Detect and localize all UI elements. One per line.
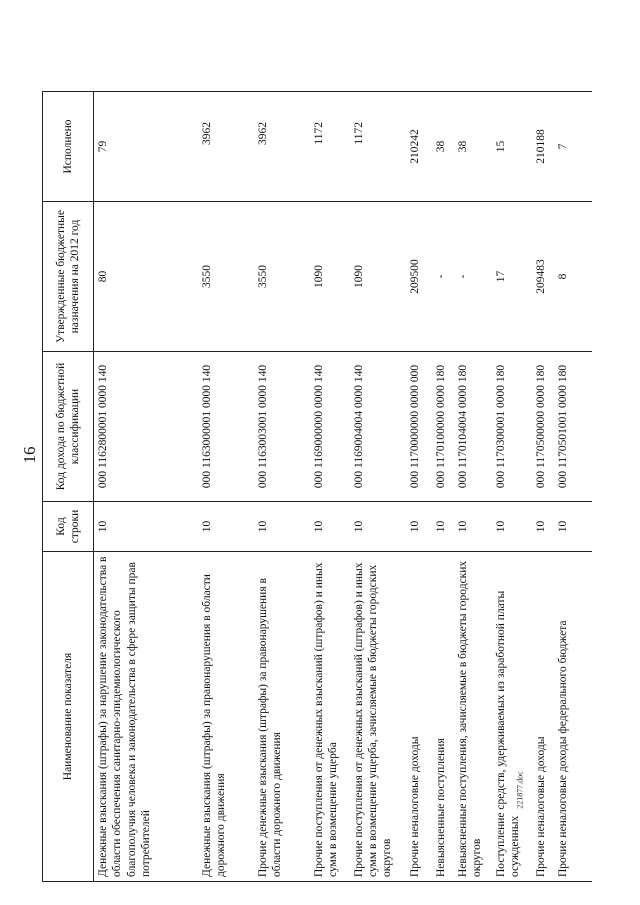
- row-approved: 80: [94, 202, 198, 352]
- row-income-code: 000 1163000001 0000 140: [198, 352, 254, 502]
- row-approved: -: [432, 202, 454, 352]
- row-code: 10: [198, 502, 254, 552]
- row-executed: 38: [432, 92, 454, 202]
- row-name: Невыясненные поступления, зачисляемые в бюджеты городских округов: [454, 552, 492, 882]
- row-name: Прочие неналоговые доходы федерального бюджета: [554, 552, 592, 882]
- row-name: Денежные взыскания (штрафы) за нарушение законодательства в области обеспечения санитарно-эпидемиологического благополучия человека и законодательства в сфере защиты прав потребителей: [94, 552, 198, 882]
- table-header-row: [43, 92, 94, 882]
- row-code: 10: [432, 502, 454, 552]
- row-code: 10: [406, 502, 432, 552]
- header-executed: Исполнено: [43, 92, 94, 202]
- row-name: Прочие поступления от денежных взысканий (штрафов) и иных сумм в возмещение ущерба: [310, 552, 350, 882]
- row-name: Прочие денежные взыскания (штрафы) за правонарушения в области дорожного движения: [254, 552, 310, 882]
- row-name: Прочие поступления от денежных взысканий (штрафов) и иных сумм в возмещение ущерба, зачисляемые в бюджеты городских округов: [350, 552, 406, 882]
- row-executed: 79: [94, 92, 198, 202]
- row-approved: 209483: [532, 202, 554, 352]
- table-row: [532, 92, 554, 882]
- row-approved: 209500: [406, 202, 432, 352]
- rotated-landscape-page: [42, 92, 567, 882]
- budget-table-wrapper: [42, 92, 567, 882]
- row-code: 10: [554, 502, 592, 552]
- row-executed: 3962: [254, 92, 310, 202]
- row-income-code: 000 1169000000 0000 140: [310, 352, 350, 502]
- row-income-code: 000 1163003001 0000 140: [254, 352, 310, 502]
- row-approved: 1090: [310, 202, 350, 352]
- row-income-code: 000 1162800001 0000 140: [94, 352, 198, 502]
- row-name: Поступление средств, удерживаемых из заработной платы осужденных: [492, 552, 532, 882]
- row-code: 10: [454, 502, 492, 552]
- table-row: [94, 92, 198, 882]
- budget-income-table: [42, 91, 592, 882]
- table-row: [350, 92, 406, 882]
- row-approved: 8: [554, 202, 592, 352]
- row-executed: 38: [454, 92, 492, 202]
- row-approved: 3550: [198, 202, 254, 352]
- row-executed: 15: [492, 92, 532, 202]
- row-code: 10: [492, 502, 532, 552]
- row-income-code: 000 1170000000 0000 000: [406, 352, 432, 502]
- row-code: 10: [94, 502, 198, 552]
- row-code: 10: [254, 502, 310, 552]
- row-executed: 210242: [406, 92, 432, 202]
- row-name: Прочие неналоговые доходы: [532, 552, 554, 882]
- row-income-code: 000 1170300001 0000 180: [492, 352, 532, 502]
- header-income-code: Код дохода по бюджетной классификации: [43, 352, 94, 502]
- table-row: [254, 92, 310, 882]
- row-name: Невыясненные поступления: [432, 552, 454, 882]
- row-approved: 1090: [350, 202, 406, 352]
- table-row: [310, 92, 350, 882]
- row-executed: 1172: [350, 92, 406, 202]
- page-number-text: 16: [20, 446, 39, 464]
- header-name: Наименование показателя: [43, 552, 94, 882]
- row-code: 10: [350, 502, 406, 552]
- row-income-code: 000 1170104004 0000 180: [454, 352, 492, 502]
- row-income-code: 000 1170500000 0000 180: [532, 352, 554, 502]
- row-name: Денежные взыскания (штрафы) за правонарушения в области дорожного движения: [198, 552, 254, 882]
- table-row: [492, 92, 532, 882]
- row-executed: 210188: [532, 92, 554, 202]
- row-approved: -: [454, 202, 492, 352]
- row-executed: 3962: [198, 92, 254, 202]
- row-income-code: 000 1170100000 0000 180: [432, 352, 454, 502]
- row-code: 10: [310, 502, 350, 552]
- row-code: 10: [532, 502, 554, 552]
- row-approved: 3550: [254, 202, 310, 352]
- table-row: [198, 92, 254, 882]
- table-row: [406, 92, 432, 882]
- table-row: [432, 92, 454, 882]
- row-name: Прочие неналоговые доходы: [406, 552, 432, 882]
- row-approved: 17: [492, 202, 532, 352]
- table-row: [454, 92, 492, 882]
- table-row: [554, 92, 592, 882]
- footer-code: 221877.doc: [515, 771, 525, 809]
- header-row-code: Код строки: [43, 502, 94, 552]
- row-income-code: 000 1170501001 0000 180: [554, 352, 592, 502]
- row-executed: 1172: [310, 92, 350, 202]
- row-executed: 7: [554, 92, 592, 202]
- header-approved: Утвержденные бюджетные назначения на 2012 год: [43, 202, 94, 352]
- row-income-code: 000 1169004004 0000 140: [350, 352, 406, 502]
